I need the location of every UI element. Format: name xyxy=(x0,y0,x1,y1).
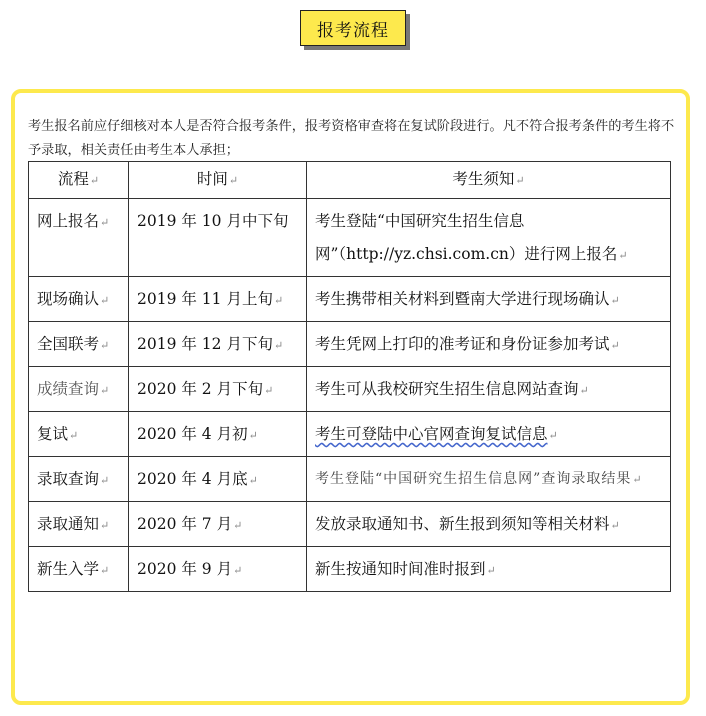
time-cell: 2020 年 7 月↵ xyxy=(129,502,307,547)
time-cell: 2020 年 4 月初↵ xyxy=(129,412,307,457)
table-row xyxy=(29,199,671,277)
note-cell: 考生可登陆中心官网查询复试信息↵ xyxy=(307,412,671,457)
table-row xyxy=(29,322,671,367)
note-cell: 考生可从我校研究生招生信息网站查询↵ xyxy=(307,367,671,412)
step-cell: 成绩查询↵ xyxy=(29,367,129,412)
note-cell: 发放录取通知书、新生报到须知等相关材料↵ xyxy=(307,502,671,547)
note-cell: 考生凭网上打印的准考证和身份证参加考试↵ xyxy=(307,322,671,367)
table-row xyxy=(29,412,671,457)
note-cell: 考生登陆“中国研究生招生信息网”查询录取结果↵ xyxy=(307,457,671,502)
time-cell: 2020 年 9 月↵ xyxy=(129,547,307,592)
time-cell: 2019 年 12 月下旬↵ xyxy=(129,322,307,367)
schedule-table xyxy=(28,161,671,592)
step-cell: 现场确认↵ xyxy=(29,277,129,322)
header-step: 流程↵ xyxy=(29,162,129,199)
time-cell: 2020 年 4 月底↵ xyxy=(129,457,307,502)
title-badge xyxy=(300,10,412,52)
header-time: 时间↵ xyxy=(129,162,307,199)
page-title: 报考流程 xyxy=(300,10,406,46)
note-cell: 新生按通知时间准时报到↵ xyxy=(307,547,671,592)
table-header-row xyxy=(29,162,671,199)
table-row xyxy=(29,277,671,322)
time-cell: 2019 年 10 月中下旬 xyxy=(129,199,307,277)
table-row xyxy=(29,502,671,547)
step-cell: 网上报名↵ xyxy=(29,199,129,277)
step-cell: 新生入学↵ xyxy=(29,547,129,592)
notice-text: 考生报名前应仔细核对本人是否符合报考条件，报考资格审查将在复试阶段进行。凡不符合报考条件的考生将不予录取，相关责任由考生本人承担； xyxy=(28,119,675,158)
step-cell: 录取通知↵ xyxy=(29,502,129,547)
table-row xyxy=(29,367,671,412)
table-row xyxy=(29,547,671,592)
note-cell: 考生登陆“中国研究生招生信息网”（http://yz.chsi.com.cn）进行网上报名↵ xyxy=(307,199,671,277)
note-cell: 考生携带相关材料到暨南大学进行现场确认↵ xyxy=(307,277,671,322)
step-cell: 复试↵ xyxy=(29,412,129,457)
time-cell: 2019 年 11 月上旬↵ xyxy=(129,277,307,322)
step-cell: 录取查询↵ xyxy=(29,457,129,502)
header-note: 考生须知↵ xyxy=(307,162,671,199)
step-cell: 全国联考↵ xyxy=(29,322,129,367)
table-row xyxy=(29,457,671,502)
time-cell: 2020 年 2 月下旬↵ xyxy=(129,367,307,412)
